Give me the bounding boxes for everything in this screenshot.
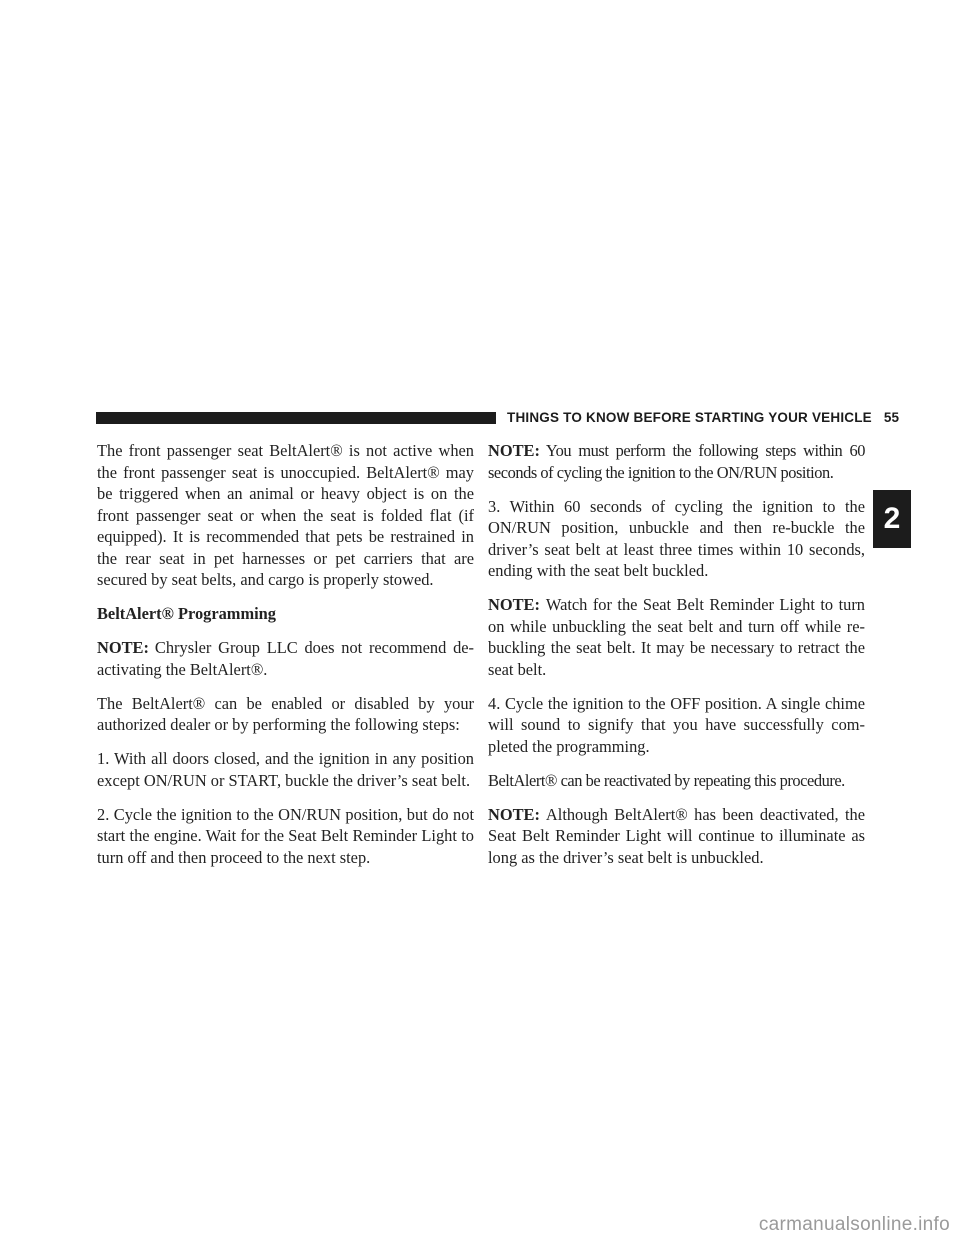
note-paragraph — [488, 594, 865, 680]
running-header — [507, 410, 899, 425]
header-title: THINGS TO KNOW BEFORE STARTING YOUR VEHICLE — [507, 410, 872, 425]
header-rule-bar — [96, 412, 496, 424]
intro-paragraph: The front passenger seat BeltAlert® is not active when the front passenger seat is unoccupied. BeltAlert® may be triggered when an animal or heavy object is on the front passenger seat or when the seat is folded flat (if equipped). It is recommended that pets be restrained in the rear seat in pet harnesses or pet carriers that are secured by seat belts, and cargo is properly stowed. — [97, 441, 474, 589]
page-number: 55 — [883, 410, 900, 425]
note-paragraph — [488, 804, 865, 869]
left-column — [97, 440, 474, 881]
watermark: carmanualsonline.info — [758, 1214, 950, 1235]
enable-disable-paragraph: The BeltAlert® can be enabled or disabled by your authorized dealer or by performing the following steps: — [97, 693, 474, 734]
note-label: NOTE: — [488, 804, 540, 824]
note-label: NOTE: — [488, 595, 540, 614]
step-1: 1. With all doors closed, and the ignition in any position except ON/RUN or START, buckle the driver’s seat belt. — [97, 749, 474, 790]
note-paragraph — [488, 440, 865, 483]
right-column — [488, 440, 865, 881]
note-text: Although BeltAlert® has been deactivated, the Seat Belt Reminder Light will continue to illuminate as long as the driver’s seat belt is unbuckled. — [488, 804, 865, 867]
note-paragraph — [97, 637, 474, 680]
note-label: NOTE: — [488, 441, 540, 460]
step-4: 4. Cycle the ignition to the OFF position. A single chime will sound to signify that you have successfully com-pleted the programming. — [488, 693, 865, 756]
section-subheading: BeltAlert® Programming — [97, 604, 276, 623]
step-2: 2. Cycle the ignition to the ON/RUN position, but do not start the engine. Wait for the Seat Belt Reminder Light to turn off and then proceed to the next step. — [97, 804, 474, 867]
note-label: NOTE: — [97, 638, 149, 657]
step-3: 3. Within 60 seconds of cycling the ignition to the ON/RUN position, unbuckle and then re-buckle the driver’s seat belt at least three times within 10 seconds, ending with the seat belt buckled. — [488, 496, 865, 580]
note-text: Chrysler Group LLC does not recommend de-activating the BeltAlert®. — [97, 638, 474, 679]
note-text: Watch for the Seat Belt Reminder Light to turn on while unbuckling the seat belt and turn off while re-buckling the seat belt. It may be necessary to retract the seat belt. — [488, 595, 865, 679]
section-tab: 2 — [873, 490, 911, 548]
reactivate-paragraph: BeltAlert® can be reactivated by repeating this procedure. — [488, 770, 845, 790]
note-text: You must perform the following steps within 60 seconds of cycling the ignition to the ON/RUN position. — [488, 441, 865, 482]
